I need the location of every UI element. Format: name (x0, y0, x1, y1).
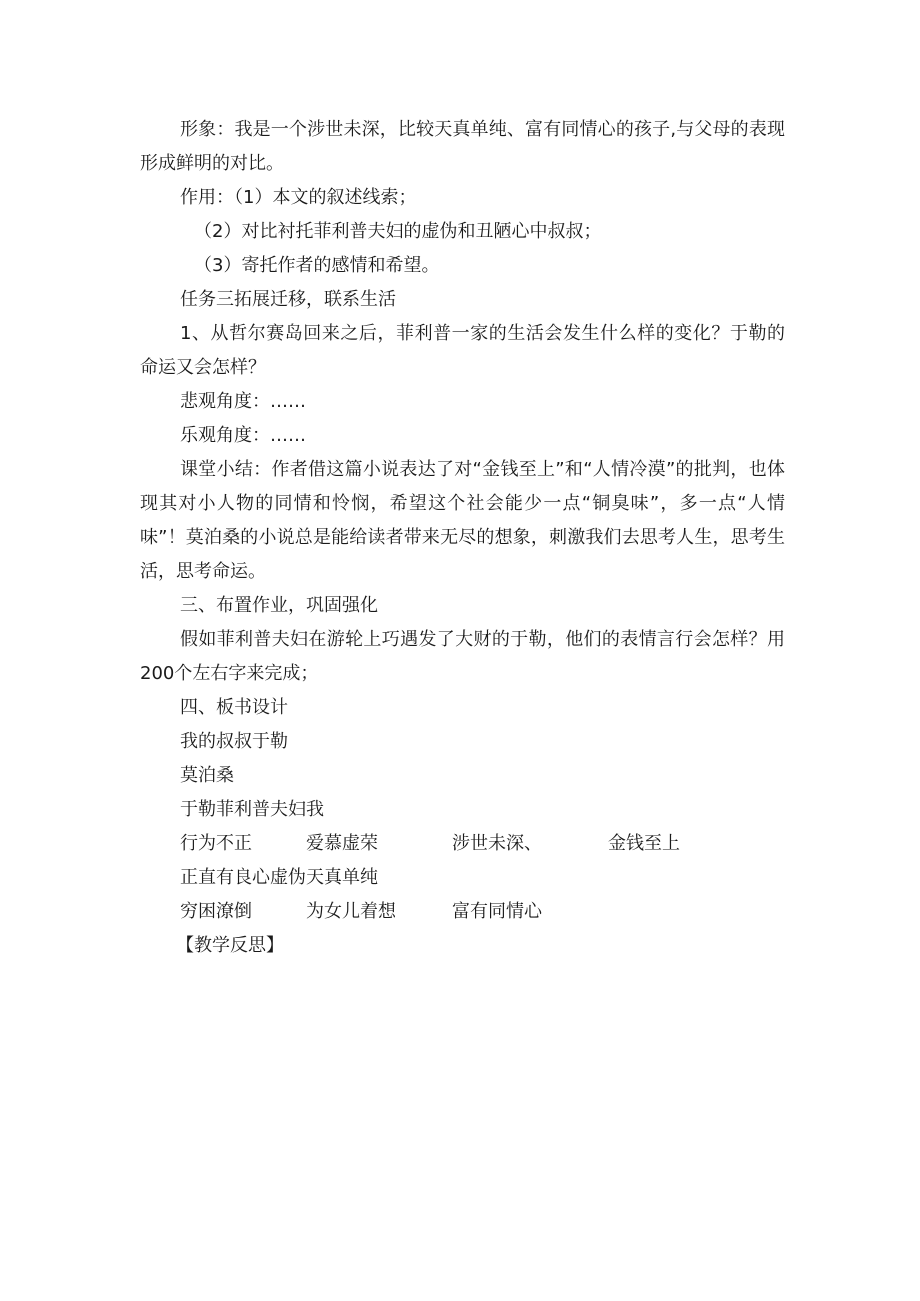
homework-heading: 三、布置作业，巩固强化 (180, 595, 378, 616)
board-cell: 爱慕虚荣 (306, 833, 378, 854)
paragraph-function: 作用：（1）本文的叙述线索； (180, 187, 417, 208)
paragraph-function-3: （3）寄托作者的感情和希望。 (194, 255, 440, 276)
board-cell: 富有同情心 (452, 901, 542, 922)
board-characters: 于勒菲利普夫妇我 (180, 799, 324, 820)
board-cell: 行为不正 (180, 833, 252, 854)
board-cell: 金钱至上 (608, 833, 680, 854)
board-author: 莫泊桑 (180, 765, 234, 786)
document-body (140, 113, 785, 963)
board-row-2: 正直有良心虚伪天真单纯 (180, 867, 378, 888)
board-cell: 穷困潦倒 (180, 901, 252, 922)
pessimistic-view: 悲观角度：…… (180, 391, 306, 412)
optimistic-view: 乐观角度：…… (180, 425, 306, 446)
task-three-heading: 任务三拓展迁移，联系生活 (180, 289, 396, 310)
board-cell: 涉世未深、 (452, 833, 542, 854)
homework-task: 假如菲利普夫妇在游轮上巧遇发了大财的于勒，他们的表情言行会怎样？用200个左右字来完成； (140, 629, 785, 684)
teaching-reflection-heading: 【教学反思】 (176, 935, 284, 956)
paragraph-function-2: （2）对比衬托菲利普夫妇的虚伪和丑陋心中叔叔； (194, 221, 602, 242)
question-one: 1、从哲尔赛岛回来之后，菲利普一家的生活会发生什么样的变化？于勒的命运又会怎样？ (140, 323, 785, 378)
board-row-1 (140, 827, 785, 861)
board-cell: 为女儿着想 (306, 901, 396, 922)
board-title: 我的叔叔于勒 (180, 731, 288, 752)
board-design-heading: 四、板书设计 (180, 697, 288, 718)
board-row-3 (140, 895, 785, 929)
class-summary: 课堂小结：作者借这篇小说表达了对“金钱至上”和“人情冷漠”的批判，也体现其对小人物的同情和怜悯，希望这个社会能少一点“铜臭味”，多一点“人情味”！莫泊桑的小说总是能给读者带来无尽的想象，刺激我们去思考人生，思考生活，思考命运。 (140, 459, 785, 582)
paragraph-image: 形象：我是一个涉世未深，比较天真单纯、富有同情心的孩子,与父母的表现形成鲜明的对比。 (140, 119, 785, 174)
